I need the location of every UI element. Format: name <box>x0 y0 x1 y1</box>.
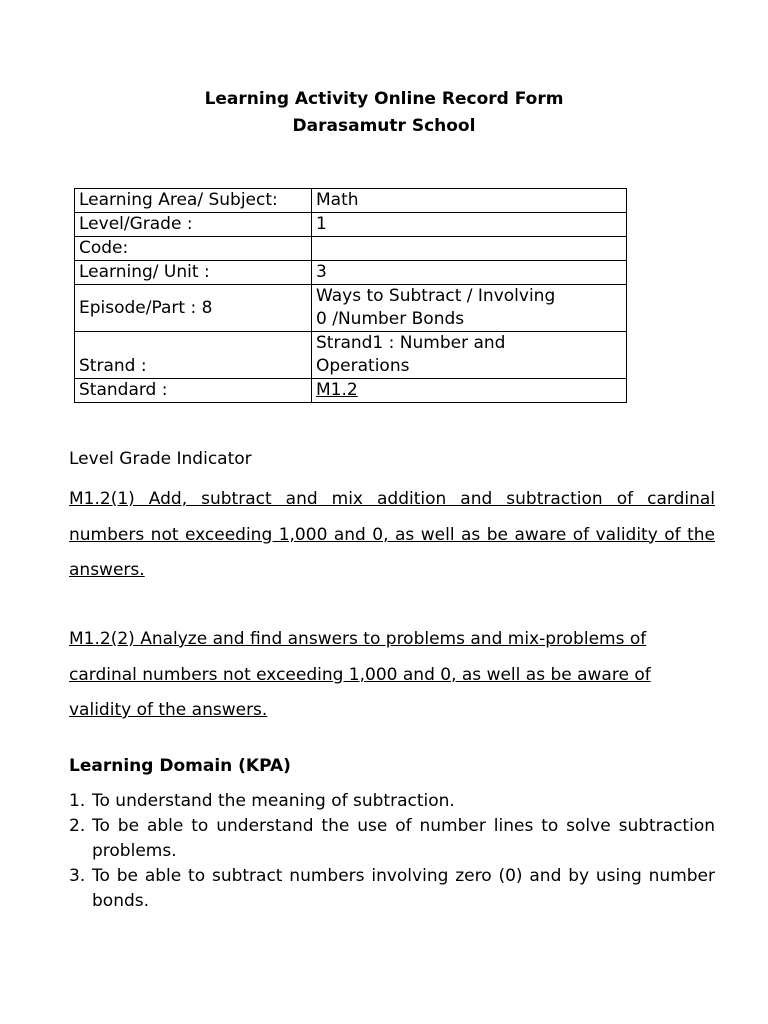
strand-label: Strand : <box>75 332 312 379</box>
list-item-text: To understand the meaning of subtraction. <box>92 791 455 811</box>
list-item-number: 2. <box>69 816 86 836</box>
episode-value-line: 0 /Number Bonds <box>316 309 465 329</box>
unit-value: 3 <box>312 261 627 285</box>
list-item-number: 1. <box>69 791 86 811</box>
learning-domain-list <box>69 789 715 914</box>
indicator-item-1: M1.2(1) Add, subtract and mix addition and subtraction of cardinal numbers not exceeding 1,000 and 0, as well as be aware of validity of the answers. <box>69 489 715 580</box>
table-row <box>75 332 627 379</box>
subject-value: Math <box>312 189 627 213</box>
indicator-item-2: M1.2(2) Analyze and find answers to problems and mix-problems of cardinal numbers not exceeding 1,000 and 0, as well as be aware of validity of the answers. <box>69 629 651 720</box>
standard-value-cell <box>312 379 627 403</box>
list-item <box>69 789 715 814</box>
list-item <box>69 864 715 914</box>
episode-value <box>312 285 627 332</box>
code-value <box>312 237 627 261</box>
table-row <box>75 379 627 403</box>
list-item-text: To be able to subtract numbers involving zero (0) and by using number bonds. <box>92 866 715 911</box>
grade-value: 1 <box>312 213 627 237</box>
list-item-text: To be able to understand the use of number lines to solve subtraction problems. <box>92 816 715 861</box>
school-name: Darasamutr School <box>292 116 476 136</box>
strand-value-line: Operations <box>316 356 410 376</box>
list-item-number: 3. <box>69 866 86 886</box>
table-row <box>75 237 627 261</box>
subject-label: Learning Area/ Subject: <box>75 189 312 213</box>
strand-value-line: Strand1 : Number and <box>316 333 506 353</box>
table-row <box>75 261 627 285</box>
indicator-heading: Level Grade Indicator <box>69 449 252 469</box>
table-row <box>75 213 627 237</box>
form-title: Learning Activity Online Record Form <box>204 89 564 109</box>
list-item <box>69 814 715 864</box>
episode-label: Episode/Part : 8 <box>75 285 312 332</box>
table-row <box>75 189 627 213</box>
info-table <box>74 188 627 403</box>
code-label: Code: <box>75 237 312 261</box>
table-row <box>75 285 627 332</box>
standard-value: M1.2 <box>316 380 358 400</box>
strand-value <box>312 332 627 379</box>
learning-domain-heading: Learning Domain (KPA) <box>69 756 291 776</box>
grade-label: Level/Grade : <box>75 213 312 237</box>
episode-value-line: Ways to Subtract / Involving <box>316 286 556 306</box>
standard-label: Standard : <box>75 379 312 403</box>
unit-label: Learning/ Unit : <box>75 261 312 285</box>
